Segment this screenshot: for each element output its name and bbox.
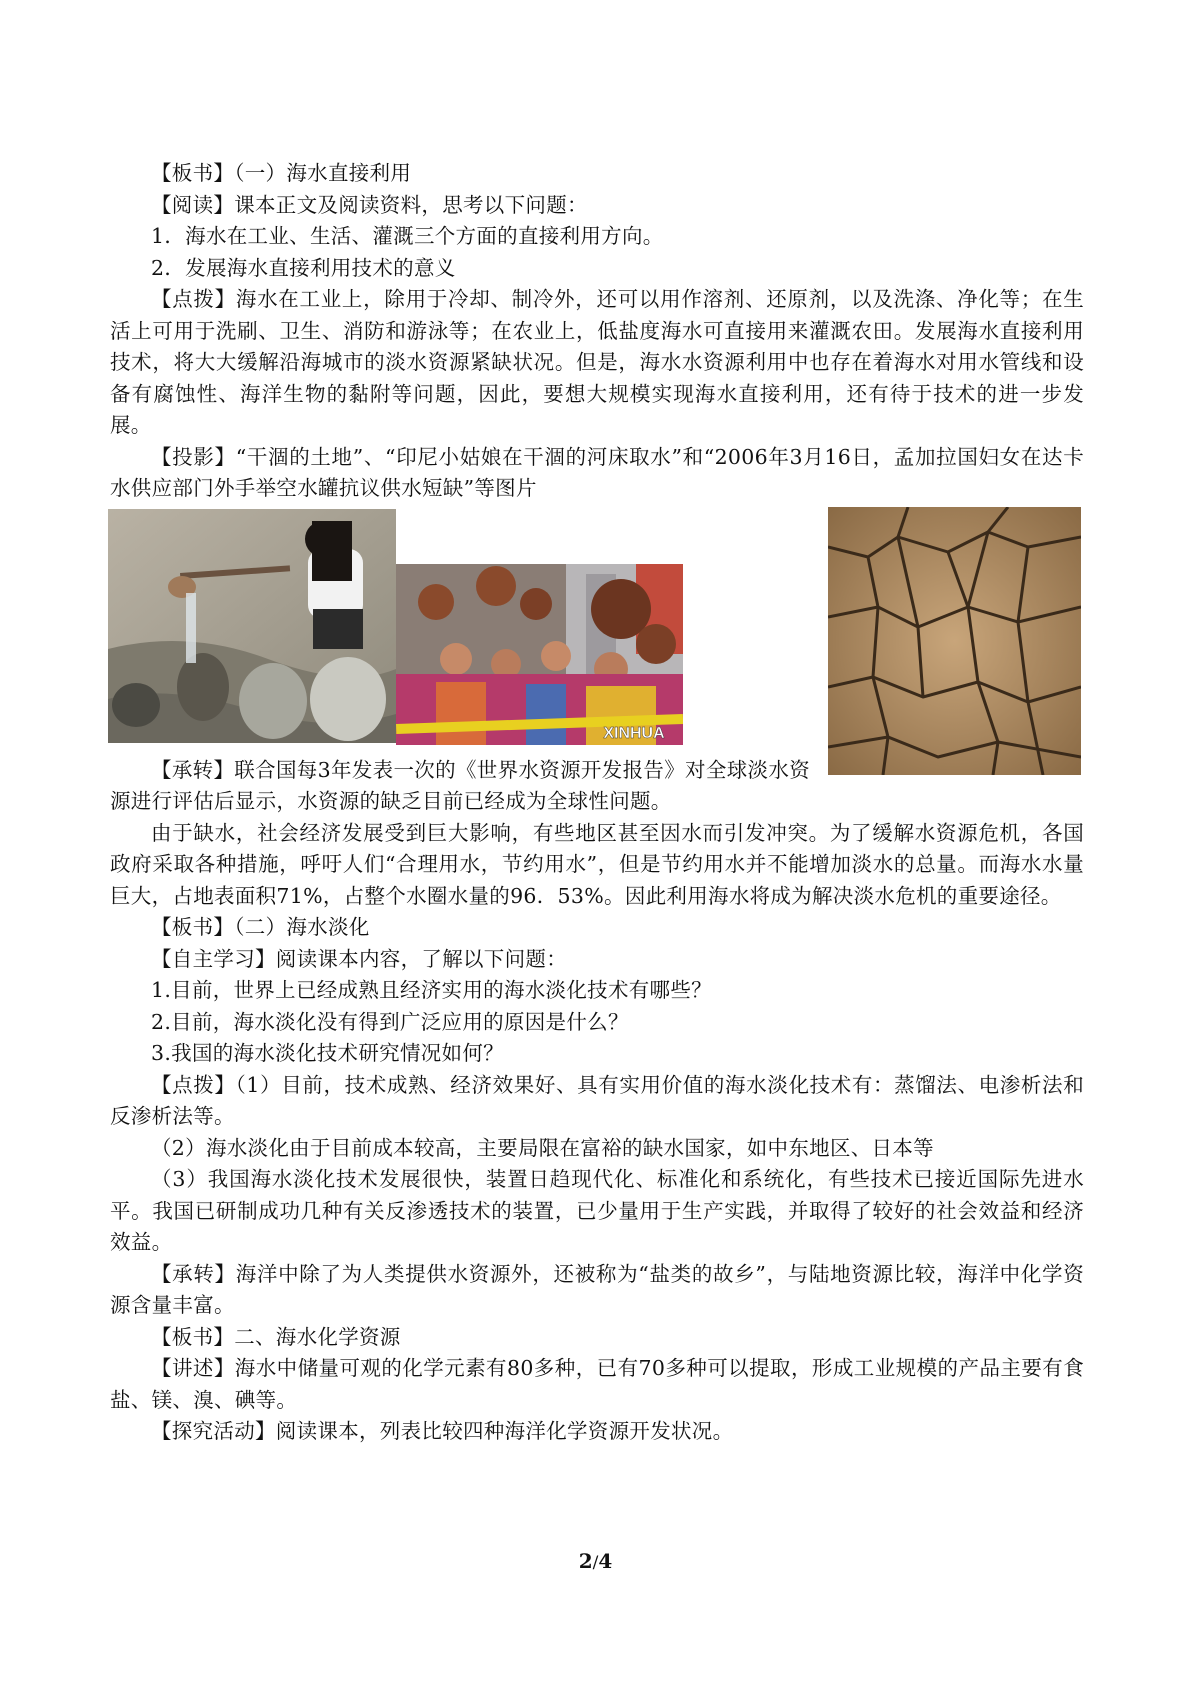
xinhua-watermark: XINHUA xyxy=(603,724,665,742)
self-study-question-1: 1.目前，世界上已经成熟且经济实用的海水淡化技术有哪些？ xyxy=(151,978,712,1002)
inquiry-activity-paragraph: 【探究活动】阅读课本，列表比较四种海洋化学资源开发状况。 xyxy=(151,1419,734,1443)
self-study-question-3: 3.我国的海水淡化技术研究情况如何？ xyxy=(151,1041,504,1065)
salt-transition-paragraph: 【承转】海洋中除了为人类提供水资源外，还被称为“盐类的故乡”，与陆地资源比较，海洋中化学资源含量丰富。 xyxy=(110,1261,1084,1317)
desalination-answer-2: （2）海水淡化由于目前成本较高，主要局限在富裕的缺水国家，如中东地区、日本等 xyxy=(151,1135,934,1160)
page-separator: / xyxy=(592,1553,599,1573)
page-number xyxy=(0,1549,1191,1573)
question-2: 2．发展海水直接利用技术的意义 xyxy=(151,255,456,280)
image-row xyxy=(110,509,1084,755)
page-current: 2 xyxy=(578,1549,593,1573)
desalination-answer-3: （3）我国海水淡化技术发展很快，装置日趋现代化、标准化和系统化，有些技术已接近国际先进水平。我国已研制成功几种有关反渗透技术的装置，已少量用于生产实践，并取得了较好的社会效益和经济效益。 xyxy=(110,1167,1084,1254)
projection-paragraph: 【投影】“干涸的土地”、“印尼小姑娘在干涸的河床取水”和“2006年3月16日，孟加拉国妇女在达卡水供应部门外手举空水罐抗议供水短缺”等图片 xyxy=(110,444,1084,500)
explanation-paragraph: 【点拨】海水在工业上，除用于冷却、制冷外，还可以用作溶剂、还原剂，以及洗涤、净化等；在生活上可用于洗刷、卫生、消防和游泳等；在农业上，低盐度海水可直接用来灌溉农田。发展海水直接利用技术，将大大缓解沿海城市的淡水资源紧缺状况。但是，海水水资源利用中也存在着海水对用水管线和设备有腐蚀性、海洋生物的黏附等问题，因此，要想大规模实现海水直接利用，还有待于技术的进一步发展。 xyxy=(110,287,1084,437)
protest-women-photo xyxy=(396,564,683,745)
self-study-question-2: 2.目前，海水淡化没有得到广泛应用的原因是什么？ xyxy=(151,1009,629,1034)
lecture-paragraph: 【讲述】海水中储量可观的化学元素有80多种，已有70多种可以提取，形成工业规模的产品主要有食盐、镁、溴、碘等。 xyxy=(110,1356,1084,1412)
transition-paragraph: 【承转】联合国每3年发表一次的《世界水资源开发报告》对全球淡水资源进行评估后显示，水资源的缺乏目前已经成为全球性问题。 xyxy=(110,757,810,813)
water-crisis-paragraph: 由于缺水，社会经济发展受到巨大影响，有些地区甚至因水而引发冲突。为了缓解水资源危机，各国政府采取各种措施，呼吁人们“合理用水，节约用水”，但是节约用水并不能增加淡水的总量。而海水水量巨大，占地表面积71%，占整个水圈水量的96．53%。因此利用海水将成为解决淡水危机的重要途径。 xyxy=(110,820,1084,908)
heading-direct-use: 【板书】（一）海水直接利用 xyxy=(151,161,412,185)
cracked-dry-land-photo xyxy=(828,507,1081,775)
heading-desalination: 【板书】（二）海水淡化 xyxy=(151,915,370,939)
page-total: 4 xyxy=(598,1549,613,1573)
page-content xyxy=(110,158,1084,1448)
self-study-prompt: 【自主学习】阅读课本内容，了解以下问题： xyxy=(151,946,567,971)
girl-fetching-water-photo xyxy=(108,509,396,743)
question-1: 1．海水在工业、生活、灌溉三个方面的直接利用方向。 xyxy=(151,224,664,248)
desalination-answer-1: 【点拨】（1）目前，技术成熟、经济效果好、具有实用价值的海水淡化技术有：蒸馏法、电渗析法和反渗析法等。 xyxy=(110,1072,1084,1128)
heading-chemical-resources: 【板书】二、海水化学资源 xyxy=(151,1324,401,1349)
reading-prompt: 【阅读】课本正文及阅读资料，思考以下问题： xyxy=(151,192,588,217)
